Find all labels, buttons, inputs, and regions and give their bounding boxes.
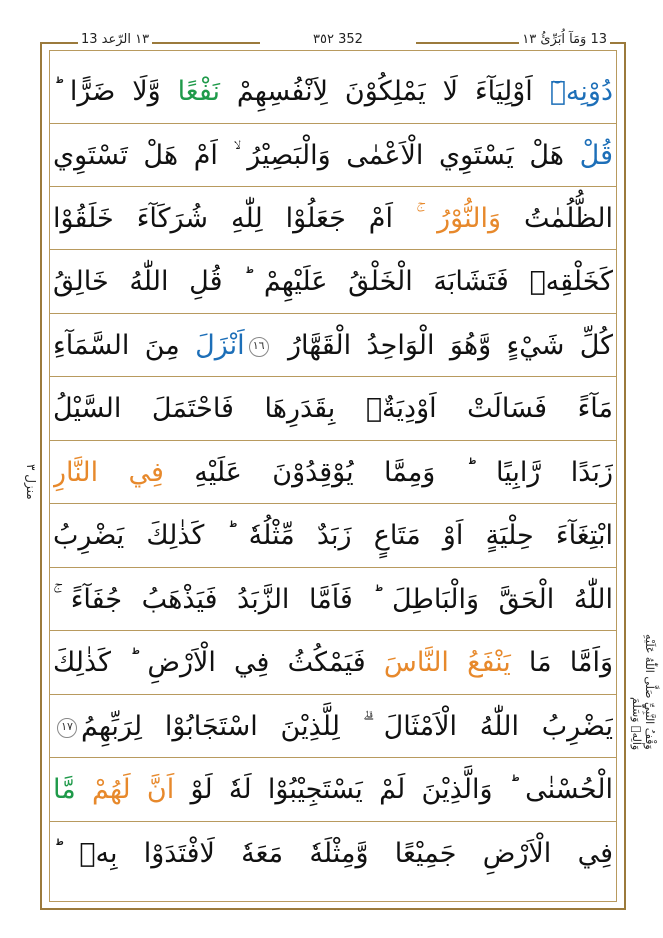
line-12-seg-2: اَنَّ لَهُمْ [91,774,175,805]
line-divider [49,123,617,124]
quran-line-5 [53,316,613,376]
line-13-seg-1: فِي الْاَرْضِ جَمِيْعًا وَّمِثْلَهٗ مَعَهٗ لَافْتَدَوْا بِهٖ ؕ [53,838,613,869]
quran-line-11 [53,697,613,757]
line-7-seg-2: فِي النَّارِ [53,457,164,488]
line-5-seg-3: مِنَ السَّمَآءِ [53,330,196,361]
quran-line-7 [53,443,613,503]
line-2-seg-1: قُلْ [579,140,613,171]
line-10-seg-2: يَنْفَعُ النَّاسَ [383,647,511,678]
ayah-marker-17: ١٧ [57,718,77,738]
manzil-margin-note: منزل ٣ [24,464,38,500]
line-5-seg-1: كُلِّ شَيْءٍ وَّهُوَ الْوَاحِدُ الْقَهَّارُ [272,330,613,361]
header-surah-name: ١٣ الرّعد 13 [78,32,152,47]
quran-line-2 [53,126,613,186]
line-10-seg-1: وَاَمَّا مَا [510,647,613,678]
line-1-seg-2: اَوْلِيَآءَ لَا يَمْلِكُوْنَ لِاَنْفُسِهِمْ [220,76,550,107]
line-7-seg-1: زَبَدًا رَّابِيًا ؕ وَمِمَّا يُوْقِدُوْنَ عَلَيْهِ [163,457,613,488]
line-2-seg-2: هَلْ يَسْتَوِي الْاَعْمٰى وَالْبَصِيْرُ ۙ اَمْ هَلْ تَسْتَوِي [53,140,580,171]
line-12-seg-1: الْحُسْنٰى ؕ وَالَّذِيْنَ لَمْ يَسْتَجِيْبُوْا لَهٗ لَوْ [174,774,613,805]
quran-line-4 [53,252,613,312]
quran-line-8 [53,506,613,566]
line-divider [49,249,617,250]
line-divider [49,821,617,822]
ayah-marker-16: ١٦ [249,337,269,357]
line-divider [49,313,617,314]
line-divider [49,694,617,695]
line-divider [49,440,617,441]
line-12-seg-3: مَّا [53,774,92,805]
line-3-seg-2: وَالنُّوْرُ ۚ [415,203,502,234]
line-divider [49,567,617,568]
line-3-seg-1: الظُّلُمٰتُ [501,203,613,234]
header-page-number: ٣٥٢ 352 [260,32,416,47]
line-9-seg-1: اللّٰهُ الْحَقَّ وَالْبَاطِلَ ؕ فَاَمَّا الزَّبَدُ فَيَذْهَبُ جُفَآءً ۚ [53,584,613,615]
line-6-seg-1: مَآءً فَسَالَتْ اَوْدِيَةٌۢ بِقَدَرِهَا فَاحْتَمَلَ السَّيْلُ [53,393,613,424]
quran-line-9 [53,570,613,630]
line-1-seg-4: وَّلَا ضَرًّا ؕ [53,76,178,107]
waqf-margin-note: وَقْفُ النَّبِيِّ صَلَّى اللّٰهُ عَلَيْهِ وَاٰلِهٖ وَسَلَّمَ [630,634,656,750]
page-header [40,30,626,52]
line-divider [49,186,617,187]
quran-line-3 [53,189,613,249]
quran-line-12 [53,760,613,820]
line-divider [49,630,617,631]
line-8-seg-1: ابْتِغَآءَ حِلْيَةٍ اَوْ مَتَاعٍ زَبَدٌ مِّثْلُهٗ ؕ كَذٰلِكَ يَضْرِبُ [53,520,613,551]
line-divider [49,757,617,758]
line-10-seg-3: فَيَمْكُثُ فِي الْاَرْضِ ؕ كَذٰلِكَ [53,647,384,678]
line-4-seg-1: كَخَلْقِهٖ فَتَشَابَهَ الْخَلْقُ عَلَيْهِمْ ؕ قُلِ اللّٰهُ خَالِقُ [53,266,613,297]
line-3-seg-3: اَمْ جَعَلُوْا لِلّٰهِ شُرَكَآءَ خَلَقُوْا [53,203,416,234]
line-5-seg-2: اَنْزَلَ [195,330,245,361]
line-1-seg-1: دُوْنِهٖٓ [549,76,613,107]
line-divider [49,376,617,377]
quran-line-6 [53,379,613,439]
quran-line-1 [53,62,613,122]
line-1-seg-3: نَفْعًا [177,76,220,107]
quran-line-13 [53,824,613,884]
quran-line-10 [53,633,613,693]
line-divider [49,503,617,504]
header-juz-name: 13 وَمَآ اُبَرِّئُ ١٣ [519,32,610,47]
line-11-seg-1: يَضْرِبُ اللّٰهُ الْاَمْثَالَ ۗ لِلَّذِيْنَ اسْتَجَابُوْا لِرَبِّهِمُ [81,711,613,742]
